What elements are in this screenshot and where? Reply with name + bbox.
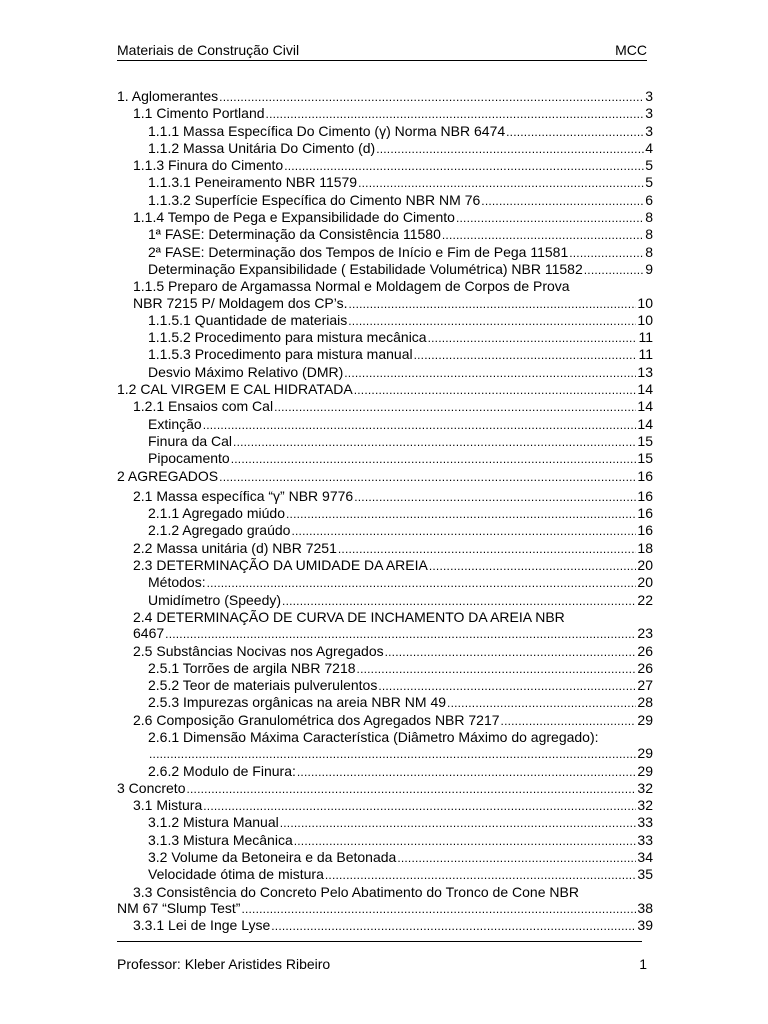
toc-page-number: 23 [637, 625, 653, 642]
toc-entry[interactable] [117, 729, 653, 763]
toc-leader-dots [584, 262, 644, 278]
toc-entry-title: 2.5.2 Teor de materiais pulverulentos [148, 677, 378, 694]
toc-leader-dots [456, 210, 644, 226]
toc-entry-title: Métodos: [148, 574, 206, 591]
toc-entry[interactable] [117, 88, 653, 105]
toc-leader-dots [291, 523, 636, 539]
toc-page-number: 3 [645, 105, 653, 122]
toc-page-number: 16 [637, 522, 653, 539]
toc-page-number: 15 [637, 432, 653, 449]
toc-leader-dots [297, 764, 637, 780]
toc-entry-title: Desvio Máximo Relativo (DMR) [148, 363, 344, 380]
toc-leader-dots [203, 798, 636, 814]
toc-entry-title: 1.1.3.2 Superfície Específica do Cimento NBR NM 76 [148, 191, 481, 208]
toc-entry[interactable] [117, 261, 653, 278]
toc-page-number: 28 [637, 694, 653, 711]
toc-entry-title: 2.3 DETERMINAÇÃO DA UMIDADE DA AREIA [133, 557, 428, 574]
toc-entry[interactable] [117, 346, 653, 363]
toc-page-number: 27 [637, 677, 653, 694]
toc-entry[interactable] [117, 364, 653, 381]
toc-page-number: 14 [637, 398, 653, 415]
toc-entry-title: 2.5 Substâncias Nocivas nos Agregados [133, 642, 384, 659]
toc-entry[interactable] [117, 488, 653, 505]
toc-leader-dots [481, 193, 644, 209]
toc-page-number: 32 [637, 779, 653, 796]
toc-entry[interactable] [117, 505, 653, 522]
toc-leader-dots [429, 558, 637, 574]
toc-entry-title: 1.1.4 Tempo de Pega e Expansibilidade do Cimento [133, 209, 455, 226]
toc-entry-title: 1.2 CAL VIRGEM E CAL HIDRATADA [117, 381, 353, 398]
toc-page-number: 5 [645, 157, 653, 174]
toc-entry[interactable] [117, 574, 653, 591]
toc-leader-dots [219, 469, 636, 485]
toc-entry-title: 3.1 Mistura [133, 797, 203, 814]
toc-leader-dots [165, 626, 636, 642]
toc-entry-title: 3.3.1 Lei de Inge Lyse [133, 917, 271, 934]
toc-entry-title: 2.1 Massa específica “γ” NBR 9776 [133, 487, 354, 504]
toc-leader-dots [376, 141, 644, 157]
toc-leader-dots [274, 399, 636, 415]
toc-entry-title: 1.1.5.3 Procedimento para mistura manual [148, 346, 413, 363]
toc-page-number: 14 [637, 415, 653, 432]
toc-entry-continuation [133, 625, 653, 642]
toc-leader-dots [349, 296, 637, 312]
toc-entry-title: 2.2 Massa unitária (d) NBR 7251 [133, 539, 337, 556]
toc-leader-dots [354, 382, 637, 398]
toc-leader-dots [207, 575, 637, 591]
toc-entry-title: 2.4 DETERMINAÇÃO DE CURVA DE INCHAMENTO DA AREIA NBR [133, 608, 565, 625]
toc-entry[interactable] [117, 329, 653, 346]
toc-page-number: 15 [637, 450, 653, 467]
toc-leader-dots [414, 347, 638, 363]
toc-leader-dots [344, 365, 636, 381]
toc-entry[interactable] [117, 866, 653, 883]
header-code: MCC [615, 42, 647, 58]
toc-entry-title-cont: NBR 7215 P/ Moldagem dos CP’s. [133, 294, 348, 311]
toc-entry[interactable] [117, 694, 653, 711]
toc-entry-continuation [117, 900, 653, 917]
toc-entry-title: 1.1.2 Massa Unitária Do Cimento (d) [148, 139, 376, 156]
toc-page-number: 34 [637, 849, 653, 866]
toc-entry[interactable] [117, 814, 653, 831]
toc-entry-title: 1.2.1 Ensaios com Cal [133, 398, 274, 415]
toc-entry-title: 3.2 Volume da Betoneira e da Betonada [148, 849, 397, 866]
toc-page-number: 8 [645, 226, 653, 243]
toc-leader-dots [186, 781, 636, 797]
toc-page-number: 18 [637, 539, 653, 556]
toc-entry[interactable] [117, 226, 653, 243]
toc-entry[interactable] [117, 312, 653, 329]
toc-entry[interactable] [117, 105, 653, 122]
toc-entry[interactable] [117, 209, 653, 226]
toc-page-number: 29 [637, 711, 653, 728]
toc-leader-dots [378, 678, 636, 694]
toc-entry-title: 1.1.3 Finura do Cimento [133, 157, 284, 174]
toc-page-number: 32 [637, 797, 653, 814]
page-header [117, 42, 647, 61]
toc-entry[interactable] [117, 677, 653, 694]
toc-leader-dots [241, 901, 636, 917]
toc-page-number: 8 [645, 243, 653, 260]
toc-page-number: 22 [637, 591, 653, 608]
toc-entry[interactable] [117, 849, 653, 866]
toc-entry-continuation [133, 295, 653, 312]
toc-entry[interactable] [117, 660, 653, 677]
toc-entry-title: 1.1 Cimento Portland [133, 105, 265, 122]
toc-leader-dots [348, 313, 636, 329]
toc-entry[interactable] [117, 592, 653, 609]
toc-page-number: 20 [637, 557, 653, 574]
toc-entry-title: Extinção [148, 415, 202, 432]
toc-entry-title: 2.6.2 Modulo de Finura: [148, 762, 296, 779]
toc-leader-dots [286, 506, 636, 522]
toc-page-number: 16 [637, 505, 653, 522]
toc-page-number: 6 [645, 191, 653, 208]
toc-page-number: 11 [638, 346, 653, 363]
table-of-contents [117, 88, 653, 935]
toc-leader-dots [501, 713, 637, 729]
toc-entry[interactable] [117, 884, 653, 918]
toc-leader-dots [282, 593, 636, 609]
toc-page-number: 13 [637, 363, 653, 380]
toc-entry-title: Umidímetro (Speedy) [148, 591, 282, 608]
toc-leader-dots [447, 695, 636, 711]
toc-entry[interactable] [117, 398, 653, 415]
toc-leader-dots [266, 106, 645, 122]
toc-entry-title: 2.6 Composição Granulométrica dos Agregados NBR 7217 [133, 711, 500, 728]
footer-author: Professor: Kleber Aristides Ribeiro [117, 956, 331, 972]
toc-leader-dots [271, 918, 636, 934]
toc-entry[interactable] [117, 244, 653, 261]
toc-page-number: 33 [637, 831, 653, 848]
header-title: Materiais de Construção Civil [117, 42, 300, 58]
toc-page-number: 33 [637, 814, 653, 831]
toc-entry-title-cont: 6467 [133, 625, 165, 642]
toc-entry-title: 1.1.5.2 Procedimento para mistura mecânica [148, 329, 427, 346]
toc-leader-dots [428, 330, 638, 346]
toc-page-number: 16 [637, 467, 653, 484]
toc-entry-title: 2.5.3 Impurezas orgânicas na areia NBR NM 49 [148, 694, 447, 711]
toc-leader-dots [219, 89, 644, 105]
toc-page-number: 5 [645, 174, 653, 191]
toc-page-number: 26 [637, 659, 653, 676]
page-footer [117, 956, 647, 973]
toc-entry[interactable] [117, 450, 653, 467]
toc-entry-continuation [148, 745, 653, 762]
toc-entry[interactable] [117, 468, 653, 485]
toc-entry-title: 3.1.2 Mistura Manual [148, 814, 279, 831]
toc-entry-title: 3.1.3 Mistura Mecânica [148, 831, 293, 848]
toc-page-number: 14 [637, 381, 653, 398]
toc-entry[interactable] [117, 609, 653, 643]
toc-entry-title: Determinação Expansibilidade ( Estabilidade Volumétrica) NBR 11582 [148, 260, 583, 277]
toc-entry-title: 2ª FASE: Determinação dos Tempos de Início e Fim de Pega 11581 [148, 243, 569, 260]
toc-entry-title-cont: NM 67 “Slump Test” [117, 899, 241, 916]
toc-page-number: 29 [637, 745, 653, 762]
toc-entry[interactable] [117, 557, 653, 574]
toc-page-number: 16 [637, 487, 653, 504]
toc-entry-title: 1.1.5.1 Quantidade de materiais [148, 311, 348, 328]
toc-entry-title: 2.6.1 Dimensão Máxima Característica (Diâmetro Máximo do agregado): [148, 728, 599, 745]
toc-entry-title: 1ª FASE: Determinação da Consistência 11580 [148, 226, 441, 243]
toc-entry[interactable] [117, 780, 653, 797]
toc-entry[interactable] [117, 917, 653, 934]
toc-leader-dots [442, 227, 644, 243]
toc-entry[interactable] [117, 797, 653, 814]
toc-leader-dots [354, 489, 636, 505]
toc-entry-title: Velocidade ótima de mistura [148, 866, 324, 883]
toc-page-number: 20 [637, 574, 653, 591]
page-number: 1 [639, 956, 647, 972]
toc-page-number: 26 [637, 642, 653, 659]
toc-leader-dots [280, 815, 637, 831]
toc-entry[interactable] [117, 712, 653, 729]
toc-leader-dots [338, 541, 637, 557]
toc-page-number: 10 [637, 294, 653, 311]
toc-entry-title: Pipocamento [148, 450, 230, 467]
toc-entry-title: 3 Concreto [117, 779, 186, 796]
toc-leader-dots [357, 661, 637, 677]
toc-entry-title: 2 AGREGADOS [117, 467, 219, 484]
toc-entry-title: 3.3 Consistência do Concreto Pelo Abatimento do Tronco de Cone NBR [133, 883, 579, 900]
toc-entry[interactable] [117, 278, 653, 312]
toc-leader-dots [569, 245, 644, 261]
toc-page-number: 35 [637, 866, 653, 883]
toc-entry[interactable] [117, 433, 653, 450]
toc-entry[interactable] [117, 192, 653, 209]
toc-leader-dots [358, 175, 644, 191]
toc-entry-title: 1. Aglomerantes [117, 88, 219, 104]
toc-page-number: 9 [645, 260, 653, 277]
toc-leader-dots [397, 850, 636, 866]
toc-entry[interactable] [117, 643, 653, 660]
toc-entry[interactable] [117, 540, 653, 557]
toc-leader-dots [325, 867, 637, 883]
toc-page-number: 3 [645, 122, 653, 139]
toc-leader-dots [284, 158, 644, 174]
toc-entry[interactable] [117, 416, 653, 433]
toc-entry[interactable] [117, 174, 653, 191]
toc-page-number: 3 [645, 88, 653, 104]
toc-leader-dots [233, 434, 636, 450]
toc-leader-dots [506, 124, 644, 140]
toc-entry[interactable] [117, 763, 653, 780]
toc-entry[interactable] [117, 381, 653, 398]
toc-page-number: 8 [645, 209, 653, 226]
toc-entry-title: 1.1.3.1 Peneiramento NBR 11579 [148, 174, 358, 191]
toc-leader-dots [231, 451, 637, 467]
toc-page-number: 29 [637, 762, 653, 779]
footer-divider [117, 941, 642, 942]
toc-entry-title: 2.1.2 Agregado graúdo [148, 522, 291, 539]
toc-page-number: 39 [637, 917, 653, 934]
toc-entry-title: Finura da Cal [148, 432, 233, 449]
toc-page-number: 11 [638, 329, 653, 346]
toc-entry[interactable] [117, 832, 653, 849]
toc-leader-dots [294, 833, 637, 849]
toc-entry-title: 2.5.1 Torrões de argila NBR 7218 [148, 659, 356, 676]
toc-leader-dots [203, 417, 637, 433]
toc-entry[interactable] [117, 522, 653, 539]
toc-entry-title: 1.1.1 Massa Específica Do Cimento (γ) Norma NBR 6474 [148, 122, 506, 139]
toc-entry-title: 2.1.1 Agregado miúdo [148, 505, 285, 522]
toc-leader-dots [149, 746, 636, 762]
toc-entry-title: 1.1.5 Preparo de Argamassa Normal e Moldagem de Corpos de Prova [133, 278, 570, 295]
toc-page-number: 38 [637, 899, 653, 916]
toc-page-number: 10 [637, 311, 653, 328]
toc-page-number: 4 [645, 139, 653, 156]
toc-entry[interactable] [117, 123, 653, 140]
toc-leader-dots [385, 644, 637, 660]
toc-entry[interactable] [117, 140, 653, 157]
toc-entry[interactable] [117, 157, 653, 174]
